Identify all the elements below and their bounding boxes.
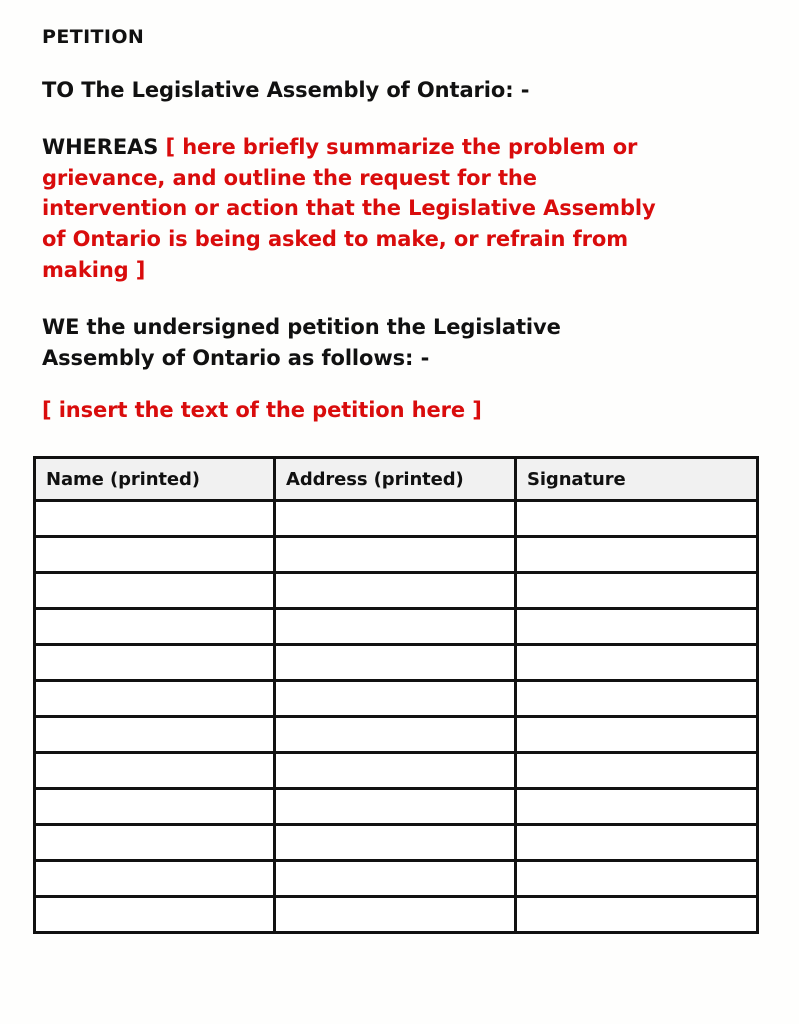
undersigned-line-1: WE the undersigned petition the Legislative (42, 314, 561, 339)
signature-cell-name[interactable] (35, 717, 275, 753)
signature-cell-address[interactable] (275, 861, 516, 897)
signature-cell-signature[interactable] (516, 609, 758, 645)
table-row (35, 573, 758, 609)
table-header-row (35, 458, 758, 501)
whereas-instruction-line-4: of Ontario is being asked to make, or refrain from (42, 227, 628, 252)
signature-cell-address[interactable] (275, 645, 516, 681)
table-row (35, 501, 758, 537)
signature-cell-address[interactable] (275, 681, 516, 717)
signature-cell-name[interactable] (35, 501, 275, 537)
column-header-address: Address (printed) (275, 458, 516, 501)
signature-cell-signature[interactable] (516, 861, 758, 897)
signature-cell-name[interactable] (35, 825, 275, 861)
column-header-signature: Signature (516, 458, 758, 501)
signature-table (33, 456, 759, 934)
signature-cell-address[interactable] (275, 789, 516, 825)
signature-cell-address[interactable] (275, 825, 516, 861)
signature-cell-name[interactable] (35, 789, 275, 825)
table-row (35, 681, 758, 717)
whereas-instruction-line-5: making ] (42, 258, 146, 283)
table-row (35, 717, 758, 753)
signature-cell-name[interactable] (35, 861, 275, 897)
whereas-instruction-line-2: grievance, and outline the request for the (42, 165, 537, 190)
signature-cell-name[interactable] (35, 609, 275, 645)
signature-cell-name[interactable] (35, 645, 275, 681)
table-row (35, 861, 758, 897)
whereas-instruction-line-1: [ here briefly summarize the problem or (165, 134, 638, 159)
signature-cell-signature[interactable] (516, 681, 758, 717)
table-row (35, 645, 758, 681)
signature-cell-name[interactable] (35, 753, 275, 789)
signature-cell-address[interactable] (275, 573, 516, 609)
signature-cell-signature[interactable] (516, 501, 758, 537)
signature-cell-address[interactable] (275, 717, 516, 753)
signature-cell-signature[interactable] (516, 537, 758, 573)
document-body (42, 26, 767, 425)
page-title: PETITION (42, 26, 145, 48)
signature-cell-signature[interactable] (516, 753, 758, 789)
signature-cell-address[interactable] (275, 537, 516, 573)
table-row (35, 789, 758, 825)
table-row (35, 537, 758, 573)
signature-cell-signature[interactable] (516, 717, 758, 753)
addressee-line: TO The Legislative Assembly of Ontario: - (42, 77, 530, 102)
signature-cell-address[interactable] (275, 609, 516, 645)
table-row (35, 825, 758, 861)
signature-table-wrapper (33, 456, 756, 934)
signature-cell-signature[interactable] (516, 645, 758, 681)
insert-petition-text-placeholder: [ insert the text of the petition here ] (42, 397, 482, 422)
signature-cell-name[interactable] (35, 537, 275, 573)
whereas-instruction-line-3: intervention or action that the Legislative Assembly (42, 196, 656, 221)
signature-cell-signature[interactable] (516, 897, 758, 933)
undersigned-line-2: Assembly of Ontario as follows: - (42, 345, 430, 370)
table-row (35, 897, 758, 933)
signature-cell-address[interactable] (275, 501, 516, 537)
signature-table-body (35, 501, 758, 933)
signature-cell-name[interactable] (35, 897, 275, 933)
signature-cell-name[interactable] (35, 573, 275, 609)
signature-cell-signature[interactable] (516, 825, 758, 861)
signature-cell-name[interactable] (35, 681, 275, 717)
whereas-keyword: WHEREAS (42, 134, 159, 159)
table-row (35, 609, 758, 645)
signature-cell-address[interactable] (275, 753, 516, 789)
signature-cell-address[interactable] (275, 897, 516, 933)
whereas-paragraph (42, 132, 767, 286)
signature-cell-signature[interactable] (516, 573, 758, 609)
signature-cell-signature[interactable] (516, 789, 758, 825)
undersigned-paragraph (42, 312, 767, 374)
signature-table-header (35, 458, 758, 501)
column-header-name: Name (printed) (35, 458, 275, 501)
table-row (35, 753, 758, 789)
